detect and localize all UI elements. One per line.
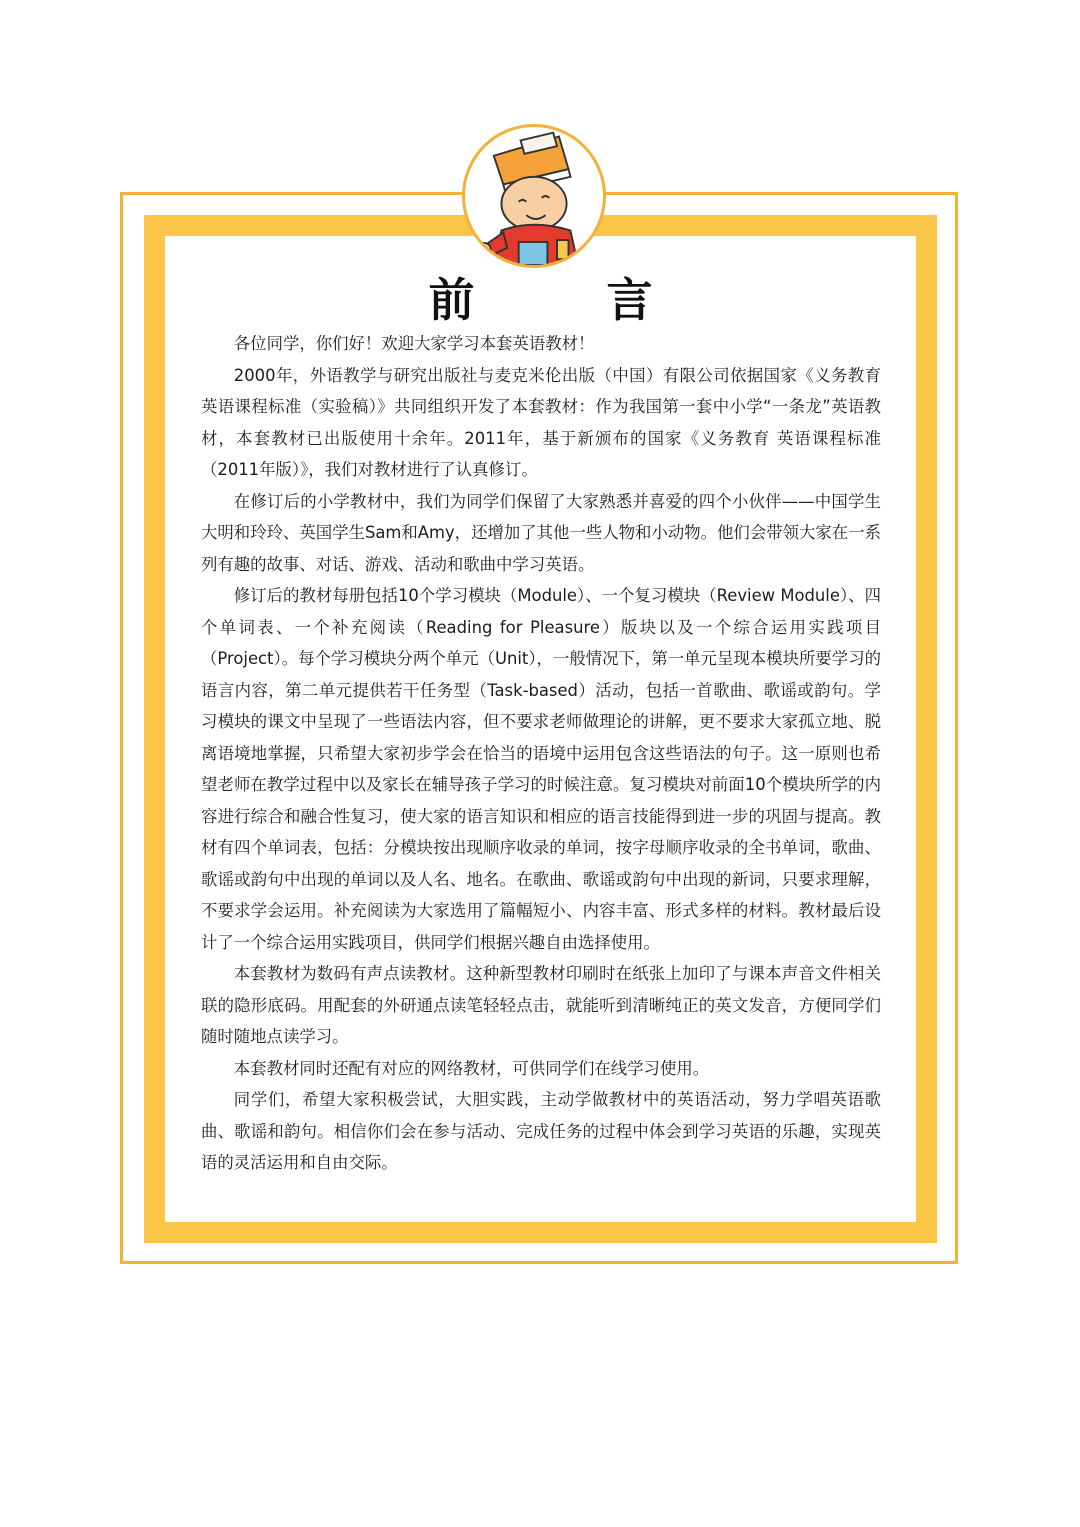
- paragraph-characters: 在修订后的小学教材中，我们为同学们保留了大家熟悉并喜爱的四个小伙伴——中国学生大明和玲玲、英国学生Sam和Amy，还增加了其他一些人物和小动物。他们会带领大家在一系列有趣的故事、对话、游戏、活动和歌曲中学习英语。: [201, 491, 881, 574]
- mascot-boy-icon: [462, 124, 606, 268]
- paragraph-online: 本套教材同时还配有对应的网络教材，可供同学们在线学习使用。: [233, 1058, 710, 1078]
- paragraph-closing: 同学们，希望大家积极尝试，大胆实践，主动学做教材中的英语活动，努力学唱英语歌曲、歌谣和韵句。相信你们会在参与活动、完成任务的过程中体会到学习英语的乐趣，实现英语的灵活运用和自由交际。: [201, 1090, 881, 1172]
- preface-body: [201, 328, 881, 1179]
- paragraph-greeting: 各位同学，你们好！欢迎大家学习本套英语教材！: [233, 334, 595, 353]
- paragraph-structure: 修订后的教材每册包括10个学习模块（Module）、一个复习模块（Review Module）、四个单词表、一个补充阅读（Reading for Pleasure）版块以及一个综合运用实践项目（Project）。每个学习模块分两个单元（Unit），一般情况下，第一单元呈现本模块所要学习的语言内容，第二单元提供若干任务型（Task-based）活动，包括一首歌曲、歌谣或韵句。学习模块的课文中呈现了一些语法内容，但不要求老师做理论的讲解，更不要求大家孤立地、脱离语境地掌握，只希望大家初步学会在恰当的语境中运用包含这些语法的句子。这一原则也希望老师在教学过程中以及家长在辅导孩子学习的时候注意。复习模块对前面10个模块所学的内容进行综合和融合性复习，使大家的语言知识和相应的语言技能得到进一步的巩固与提高。教材有四个单词表，包括：分模块按出现顺序收录的单词，按字母顺序收录的全书单词，歌曲、歌谣或韵句中出现的单词以及人名、地名。在歌曲、歌谣或韵句中出现的新词，只要求理解，不要求学会运用。补充阅读为大家选用了篇幅短小、内容丰富、形式多样的材料。教材最后设计了一个综合运用实践项目，供同学们根据兴趣自由选择使用。: [201, 586, 881, 952]
- paragraph-audio: 本套教材为数码有声点读教材。这种新型教材印刷时在纸张上加印了与课本声音文件相关联的隐形底码。用配套的外研通点读笔轻轻点击，就能听到清晰纯正的英文发音，方便同学们随时随地点读学习。: [201, 964, 881, 1046]
- page-title: 前言: [428, 273, 785, 327]
- paragraph-history: 2000年，外语教学与研究出版社与麦克米伦出版（中国）有限公司依据国家《义务教育 英语课程标准（实验稿）》共同组织开发了本套教材：作为我国第一套中小学“一条龙”英语教材，本套教材已出版使用十余年。2011年，基于新颁布的国家《义务教育 英语课程标准（2011年版）》，我们对教材进行了认真修订。: [201, 365, 881, 479]
